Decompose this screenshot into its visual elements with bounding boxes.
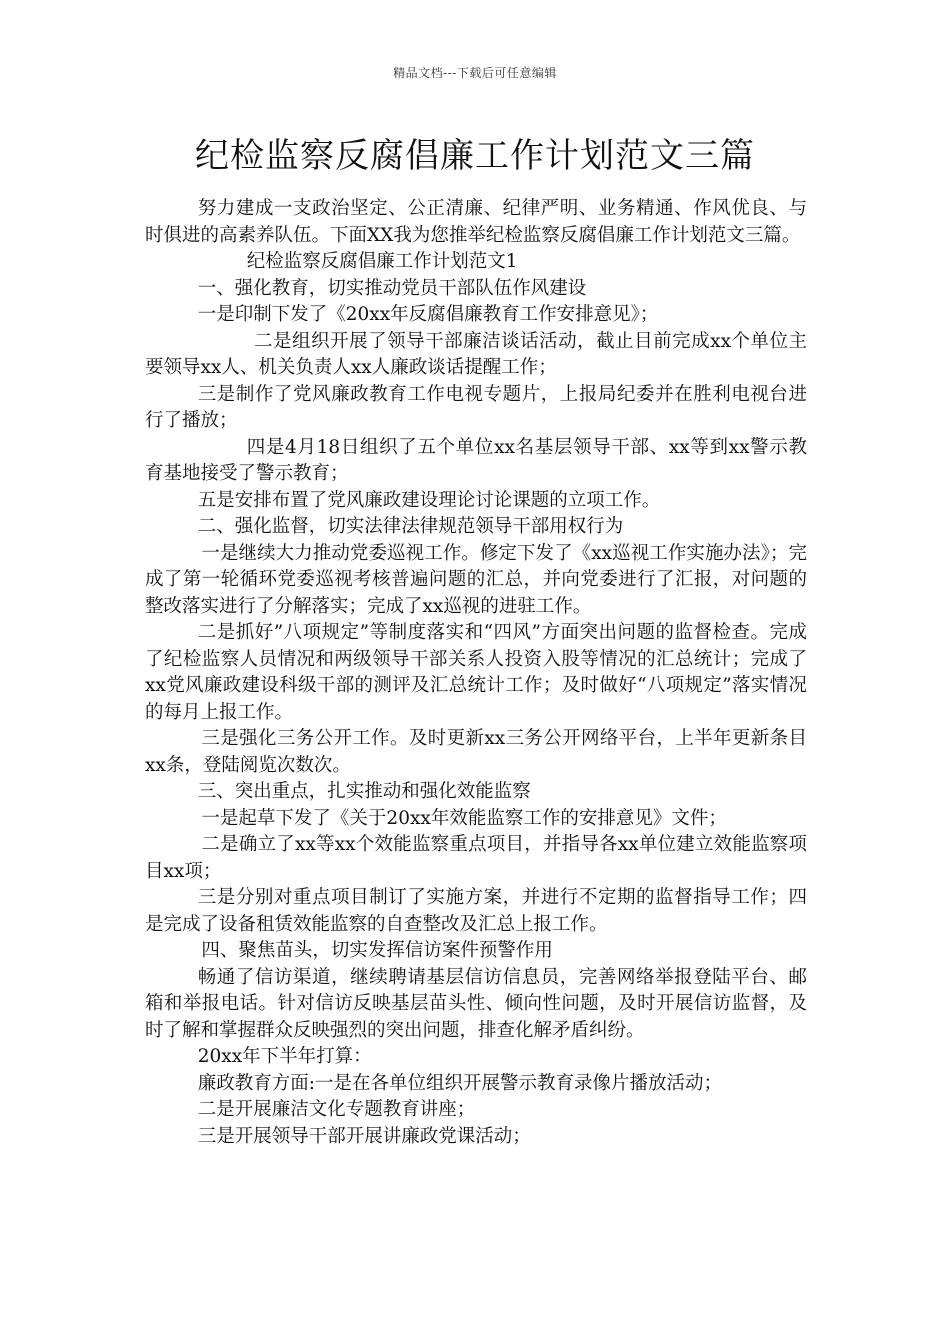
body-paragraph: 二是抓好”八项规定”等制度落实和“四风”方面突出问题的监督检查。完成了纪检监察人员情况和两级领导干部关系人投资入股等情况的汇总统计；完成了xx党风廉政建设科级干部的测评及汇总统计工作；及时做好“八项规定”落实情况的每月上报工作。 [145, 622, 807, 723]
document-title: 纪检监察反腐倡廉工作计划范文三篇 [195, 136, 755, 176]
heading-paragraph: 三、突出重点，扎实推动和强化效能监察 [197, 781, 531, 802]
body-paragraph: 一是起草下发了《关于20xx年效能监察工作的安排意见》文件； [201, 807, 727, 829]
body-paragraph: 三是强化三务公开工作。及时更新xx三务公开网络平台，上半年更新条目xx条，登陆阅览次数次。 [145, 728, 807, 776]
body-paragraph: 二是确立了xx等xx个效能监察重点项目，并指导各xx单位建立效能监察项目xx项； [145, 834, 807, 882]
body-paragraph: 廉政教育方面:一是在各单位组织开展警示教育录像片播放活动； [197, 1072, 722, 1094]
heading-paragraph: 二、强化监督，切实法律法律规范领导干部用权行为 [197, 516, 624, 537]
body-paragraph: 五是安排布置了党风廉政建设理论讨论课题的立项工作。 [197, 489, 661, 511]
plan-heading: 20xx年下半年打算： [197, 1046, 372, 1067]
intro-paragraph: 努力建成一支政治坚定、公正清廉、纪律严明、业务精通、作风优良、与时俱进的高素养队伍。下面XX我为您推举纪检监察反腐倡廉工作计划范文三篇。 [145, 198, 807, 246]
body-paragraph: 一是印制下发了《20xx年反腐倡廉教育工作安排意见》； [197, 304, 659, 325]
body-paragraph: 一是继续大力推动党委巡视工作。修定下发了《xx巡视工作实施办法》；完成了第一轮循环党委巡视考核普遍问题的汇总，并向党委进行了汇报，对问题的整改落实进行了分解落实；完成了xx巡视的进驻工作。 [145, 542, 807, 617]
body-paragraph: 四是4月18日组织了五个单位xx名基层领导干部、xx等到xx警示教育基地接受了警示教育； [145, 436, 807, 484]
heading-paragraph: 一、强化教育，切实推动党员干部队伍作风建设 [197, 277, 587, 299]
body-paragraph: 二是组织开展了领导干部廉洁谈话活动，截止目前完成xx个单位主要领导xx人、机关负责人xx人廉政谈话提醒工作； [145, 330, 807, 378]
body-paragraph: 二是开展廉洁文化专题教育讲座； [197, 1099, 476, 1120]
heading-paragraph: 四、聚焦苗头，切实发挥信访案件预警作用 [201, 940, 553, 961]
body-paragraph: 三是分别对重点项目制订了实施方案，并进行不定期的监督指导工作；四是完成了设备租赁效能监察的自查整改及汇总上报工作。 [145, 887, 807, 935]
document-body [145, 196, 807, 1150]
page-header-note: 精品文档---下载后可任意编辑 [393, 66, 557, 80]
body-paragraph: 三是开展领导干部开展讲廉政党课活动； [197, 1125, 531, 1147]
body-paragraph: 三是制作了党风廉政教育工作电视专题片，上报局纪委并在胜利电视台进行了播放； [145, 383, 807, 431]
body-paragraph: 畅通了信访渠道，继续聘请基层信访信息员，完善网络举报登陆平台、邮箱和举报电话。针对信访反映基层苗头性、倾向性问题，及时开展信访监督，及时了解和掌握群众反映强烈的突出问题，排查化解矛盾纠纷。 [145, 966, 807, 1041]
section-subtitle: 纪检监察反腐倡廉工作计划范文1 [246, 251, 518, 272]
